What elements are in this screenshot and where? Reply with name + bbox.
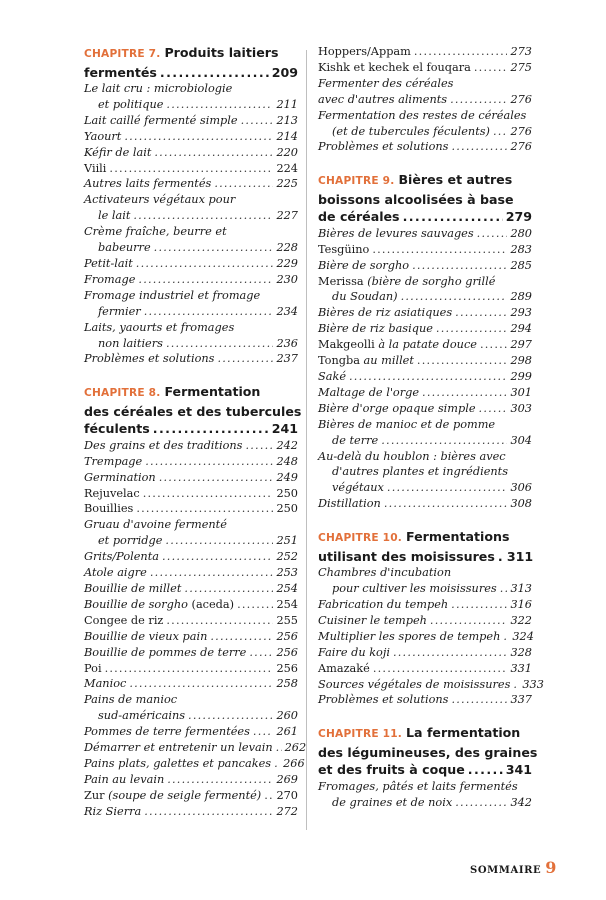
toc-entry-text[interactable]: d'autres plantes et ingrédients: [332, 465, 508, 479]
chapter-title: La fermentation: [406, 725, 521, 741]
toc-entry-text[interactable]: Fermentation des restes de céréales: [318, 108, 527, 122]
toc-entry[interactable]: Trempage ..... 248: [84, 454, 298, 470]
leader-dots: [153, 420, 269, 438]
chapter-title: féculents: [84, 421, 150, 437]
chapter-title: fermentés: [84, 64, 157, 80]
toc-entry[interactable]: Des grains et des traditions ..... 242: [84, 438, 298, 454]
toc-entry[interactable]: Pains plats, galettes et pancakes ..... 266: [84, 756, 298, 772]
toc-entry[interactable]: Germination ..... 249: [84, 470, 298, 486]
toc-entry[interactable]: Problèmes et solutions ..... 237: [84, 351, 298, 367]
toc-entry-text[interactable]: Bières de manioc et de pomme: [318, 417, 496, 431]
toc-entry-text[interactable]: Laits, yaourts et fromages: [84, 320, 235, 334]
toc-entry[interactable]: Atole aigre ..... 253: [84, 565, 298, 581]
toc-entry[interactable]: Amazaké ..... 331: [318, 661, 532, 677]
toc-entry[interactable]: Maltage de l'orge ..... 301: [318, 385, 532, 401]
leader-dots: [403, 208, 503, 226]
toc-entry[interactable]: Bière d'orge opaque simple ..... 303: [318, 401, 532, 417]
chapter-title: et des fruits à coque: [318, 762, 465, 778]
toc-entry[interactable]: Bière de riz basique ..... 294: [318, 321, 532, 337]
toc-entry[interactable]: Bière de sorgho ..... 285: [318, 258, 532, 274]
leader-dots: [160, 64, 269, 82]
toc-entry[interactable]: Bouillie de millet ..... 254: [84, 581, 298, 597]
toc-entry-text[interactable]: Activateurs végétaux pour: [84, 193, 236, 207]
leader-dots: [468, 761, 503, 779]
toc-entry-text[interactable]: Le lait cru : microbiologie: [84, 82, 233, 95]
chapter-9-heading[interactable]: [318, 171, 532, 226]
toc-entry-text[interactable]: Fermenter des céréales: [318, 76, 454, 90]
toc-entry[interactable]: Tongba au millet ..... 298: [318, 353, 532, 369]
chapter-title: des céréales et des tubercules: [84, 403, 302, 419]
toc-entry[interactable]: Autres laits fermentés ..... 225: [84, 176, 298, 192]
toc-entry-text[interactable]: Pains de manioc: [84, 693, 178, 707]
toc-entry[interactable]: végétaux ..... 306: [318, 480, 532, 496]
toc-entry[interactable]: Kéfir de lait ..... 220: [84, 145, 298, 161]
chapter-page: 279: [505, 209, 532, 225]
toc-entry[interactable]: et porridge ..... 251: [84, 533, 298, 549]
chapter-number: CHAPITRE 10.: [318, 532, 403, 545]
toc-entry[interactable]: du Soudan) ..... 289: [318, 289, 532, 305]
toc-entry[interactable]: Pain au levain ..... 269: [84, 772, 298, 788]
toc-entry[interactable]: Yaourt ..... 214: [84, 129, 298, 145]
toc-entry[interactable]: Saké ..... 299: [318, 369, 532, 385]
toc-entry[interactable]: Petit-lait ..... 229: [84, 256, 298, 272]
toc-entry[interactable]: Pommes de terre fermentées ..... 261: [84, 724, 298, 740]
toc-entry[interactable]: Fromage ..... 230: [84, 272, 298, 288]
toc-entry[interactable]: Hoppers/Appam ..... 273: [318, 44, 532, 60]
page-number: 9: [545, 858, 557, 877]
chapter-number: CHAPITRE 8.: [84, 387, 161, 400]
toc-entry[interactable]: pour cultiver les moisissures ..... 313: [318, 581, 532, 597]
toc-entry[interactable]: Démarrer et entretenir un levain ..... 262: [84, 740, 298, 756]
toc-entry[interactable]: Distillation ..... 308: [318, 496, 532, 512]
toc-entry[interactable]: Bouillie de vieux pain ..... 256: [84, 629, 298, 645]
toc-entry[interactable]: Riz Sierra ..... 272: [84, 804, 298, 820]
toc-entry[interactable]: babeurre ..... 228: [84, 240, 298, 256]
chapter-title: Fermentation: [164, 384, 261, 400]
toc-entry-text[interactable]: Merissa (bière de sorgho grillé: [318, 274, 496, 288]
footer-label: SOMMAIRE: [470, 865, 542, 876]
toc-entry[interactable]: Cuisiner le tempeh ..... 322: [318, 613, 532, 629]
toc-entry[interactable]: Rejuvelac ..... 250: [84, 486, 298, 502]
toc-entry-text[interactable]: Gruau d'avoine fermenté: [84, 518, 227, 532]
page-footer: [470, 858, 557, 877]
chapter-title: utilisant des moisissures: [318, 548, 495, 564]
toc-entry[interactable]: Lait caillé fermenté simple ..... 213: [84, 113, 298, 129]
chapter-number: CHAPITRE 7.: [84, 48, 161, 60]
chapter-title: Fermentations: [406, 529, 510, 545]
column-divider: [306, 50, 307, 830]
toc-entry[interactable]: sud-américains ..... 260: [84, 708, 298, 724]
toc-entry[interactable]: Makgeolli à la patate douce ..... 297: [318, 337, 532, 353]
toc-entry[interactable]: Sources végétales de moisissures ..... 333: [318, 677, 532, 693]
toc-entry[interactable]: non laitiers ..... 236: [84, 336, 298, 352]
toc-entry[interactable]: fermier ..... 234: [84, 304, 298, 320]
toc-entry[interactable]: de terre ..... 304: [318, 433, 532, 449]
toc-entry[interactable]: Grits/Polenta ..... 252: [84, 549, 298, 565]
chapter-10-heading[interactable]: [318, 528, 532, 565]
toc-entry[interactable]: avec d'autres aliments ..... 276: [318, 92, 532, 108]
toc-entry[interactable]: Fabrication du tempeh ..... 316: [318, 597, 532, 613]
toc-entry[interactable]: Poi ..... 256: [84, 661, 298, 677]
toc-right-column: [318, 44, 544, 811]
toc-entry[interactable]: Zur (soupe de seigle fermenté) ..... 270: [84, 788, 298, 804]
chapter-8-heading[interactable]: [84, 383, 302, 438]
toc-entry-text[interactable]: Au-delà du houblon : bières avec: [318, 449, 506, 463]
chapter-page: 241: [271, 421, 298, 437]
chapter-title: de céréales: [318, 209, 400, 225]
chapter-11-heading[interactable]: [318, 724, 538, 779]
chapter-number: CHAPITRE 9.: [318, 175, 395, 188]
toc-entry[interactable]: le lait ..... 227: [84, 208, 298, 224]
toc-entry[interactable]: de graines et de noix ..... 342: [318, 795, 532, 811]
chapter-page: 311: [506, 548, 534, 564]
chapter-title: boissons alcoolisées à base: [318, 191, 514, 207]
chapter-number: CHAPITRE 11.: [318, 728, 403, 741]
toc-entry[interactable]: Faire du koji ..... 328: [318, 645, 532, 661]
chapter-page: 209: [271, 64, 298, 80]
chapter-7-heading[interactable]: [84, 44, 298, 81]
toc-entry-text[interactable]: Crème fraîche, beurre et: [84, 225, 227, 239]
toc-entry-text[interactable]: Chambres d'incubation: [318, 566, 452, 580]
chapter-title: des légumineuses, des graines: [318, 744, 538, 760]
chapter-title: Produits laitiers: [164, 45, 279, 60]
leader-dots: [498, 548, 504, 566]
chapter-page: 341: [505, 762, 532, 778]
toc-entry-text[interactable]: Fromages, pâtés et laits fermentés: [318, 779, 518, 793]
toc-entry[interactable]: Bouillie de sorgho (aceda) ..... 254: [84, 597, 298, 613]
toc-entry[interactable]: Kishk et kechek el fouqara ..... 275: [318, 60, 532, 76]
toc-entry[interactable]: Multiplier les spores de tempeh ..... 324: [318, 629, 532, 645]
toc-entry[interactable]: Bières de riz asiatiques ..... 293: [318, 305, 532, 321]
chapter-title: Bières et autres: [398, 172, 513, 188]
toc-entry[interactable]: (et de tubercules féculents) ..... 276: [318, 124, 532, 140]
toc-entry[interactable]: Manioc ..... 258: [84, 676, 298, 692]
toc-entry[interactable]: Problèmes et solutions ..... 337: [318, 692, 532, 708]
toc-left-column: [84, 44, 307, 820]
toc-entry-text[interactable]: Fromage industriel et fromage: [84, 288, 261, 302]
toc-entry[interactable]: Problèmes et solutions ..... 276: [318, 139, 532, 155]
toc-entry[interactable]: Bouillie de pommes de terre ..... 256: [84, 645, 298, 661]
toc-entry[interactable]: Bouillies ..... 250: [84, 501, 298, 517]
toc-entry[interactable]: Viili ..... 224: [84, 161, 298, 177]
toc-entry[interactable]: Tesgüino ..... 283: [318, 242, 532, 258]
toc-entry[interactable]: Congee de riz ..... 255: [84, 613, 298, 629]
toc-entry[interactable]: et politique ..... 211: [84, 97, 298, 113]
toc-entry[interactable]: Bières de levures sauvages ..... 280: [318, 226, 532, 242]
